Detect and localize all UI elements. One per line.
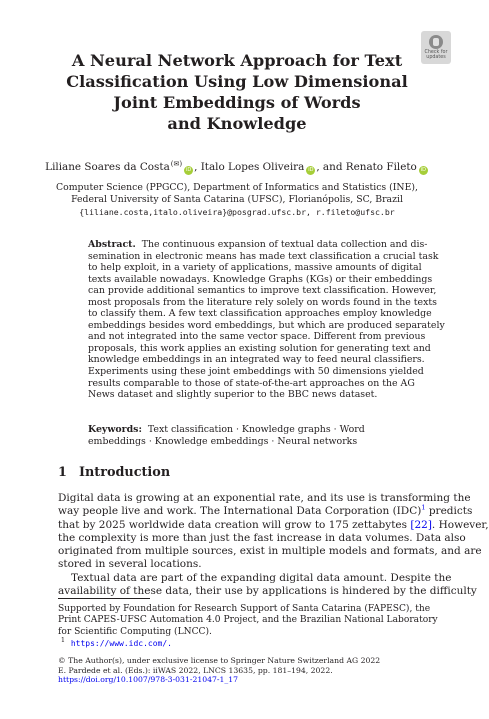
body-line: [58, 518, 489, 532]
abstract-line: [88, 239, 428, 251]
body-line: [58, 503, 473, 518]
abstract-line: to classify them. A few text classification approaches employ knowledge: [88, 308, 432, 320]
abstract-line: to help exploit, in a variety of applications, massive amounts of digital: [88, 262, 422, 274]
abstract-line: knowledge embeddings in an integrated way to feed neural classifiers.: [88, 354, 425, 366]
footnote-rule: [58, 598, 150, 599]
affiliation-line: Federal University of Santa Catarina (UFSC), Florianópolis, SC, Brazil: [71, 194, 403, 206]
abstract-line: results comparable to those of state-of-the-art approaches on the AG: [88, 377, 415, 389]
section-heading: [58, 465, 170, 480]
title-line: Classification Using Low Dimensional: [66, 72, 408, 91]
body-line: availability of these data, their use by applications is hindered by the difficulty: [58, 585, 477, 598]
author-name: , Italo Lopes Oliveira: [194, 161, 305, 173]
abstract-line: Experiments using these joint embeddings with 50 dimensions yielded: [88, 366, 424, 378]
footnote-url-link[interactable]: https://www.idc.com/.: [70, 639, 172, 649]
footnote-line: Print CAPES-UFSC Automation 4.0 Project, and the Brazilian National Laboratory: [58, 615, 438, 626]
abstract-line: semination in electronic means has made text classification a crucial task: [88, 250, 439, 262]
orcid-icon[interactable]: iD: [420, 167, 426, 173]
footnote-number: 1: [60, 636, 66, 645]
abstract-text: The continuous expansion of textual data collection and dis-: [141, 239, 428, 250]
footnote-line: for Scientific Computing (LNCC).: [58, 626, 212, 637]
abstract-line: can provide additional semantics to improve text classification. However,: [88, 285, 437, 297]
body-text: predicts: [425, 505, 473, 518]
author-name: , and Renato Fileto: [316, 161, 417, 173]
title-line: A Neural Network Approach for Text: [71, 51, 403, 70]
author-name: Liliane Soares da Costa: [45, 161, 170, 173]
abstract-line: most proposals from the literature rely solely on words found in the texts: [88, 296, 437, 308]
paper-title: [30, 50, 444, 134]
body-line: stored in several locations.: [58, 558, 202, 571]
footnote-ref[interactable]: 1: [421, 503, 426, 512]
section-title: Introduction: [79, 465, 171, 480]
abstract-line: News dataset and slightly superior to the BBC news dataset.: [88, 389, 378, 401]
copyright-line: © The Author(s), under exclusive license to Springer Nature Switzerland AG 2022: [58, 656, 381, 665]
body-text: that by 2025 worldwide data creation will grow to 175 zettabytes: [58, 518, 411, 531]
abstract-line: and not integrated into the same vector space. Different from previous: [88, 331, 426, 343]
envelope-icon: (✉): [170, 160, 183, 168]
abstract-line: texts available nowadays. Knowledge Graphs (KGs) or their embeddings: [88, 273, 433, 285]
abstract: [88, 239, 445, 401]
doi-link[interactable]: https://doi.org/10.1007/978-3-031-21047-1_17: [58, 675, 239, 685]
body-line: Textual data are part of the expanding digital data amount. Despite the: [71, 571, 452, 584]
orcid-icon[interactable]: iD: [185, 167, 192, 173]
keywords-line: embeddings · Knowledge embeddings · Neural networks: [88, 435, 358, 447]
badge-line1: Check for: [424, 50, 448, 55]
author-list: [20, 160, 454, 175]
citation-link[interactable]: [22]: [410, 518, 432, 531]
keywords-label: Keywords:: [88, 424, 142, 435]
body-line: the complexity is more than just the fast increase in data volumes. Data also: [58, 531, 466, 544]
body-text: . However,: [431, 518, 489, 531]
footnotes: [58, 604, 438, 651]
body-line: originated from multiple sources, exist in multiple models and formats, and are: [58, 545, 482, 558]
affiliation-line: Computer Science (PPGCC), Department of Informatics and Statistics (INE),: [56, 182, 418, 193]
citation-line: E. Pardede et al. (Eds.): iiWAS 2022, LNCS 13635, pp. 181–194, 2022.: [58, 665, 333, 675]
abstract-line: proposals, this work applies an existing solution for generating text and: [88, 342, 431, 354]
orcid-icon[interactable]: iD: [308, 167, 314, 173]
title-line: Joint Embeddings of Words: [113, 93, 361, 112]
body-line: Digital data is growing at an exponential rate, and its use is transforming the: [58, 492, 471, 504]
introduction-body: [58, 492, 489, 598]
footnote-line: Supported by Foundation for Research Support of Santa Catarina (FAPESC), the: [58, 604, 431, 614]
body-text: way people live and work. The International Data Corporation (IDC): [58, 505, 422, 518]
abstract-label: Abstract.: [88, 239, 136, 250]
crossmark-icon: [429, 35, 443, 49]
footnote-line: [58, 638, 416, 650]
title-line: and Knowledge: [167, 114, 307, 133]
copyright-block: [58, 656, 416, 685]
abstract-line: embeddings besides word embeddings, but which are produced separately: [88, 319, 445, 331]
author-emails: {liliane.costa,italo.oliveira}@posgrad.ufsc.br, r.fileto@ufsc.br: [79, 207, 395, 218]
keywords: [88, 424, 398, 447]
section-number: 1: [58, 465, 67, 480]
affiliation-block: [20, 182, 454, 219]
badge-line2: updates: [426, 55, 446, 60]
keywords-text: Text classification · Knowledge graphs · Word: [147, 424, 365, 435]
keywords-line: [88, 424, 398, 436]
